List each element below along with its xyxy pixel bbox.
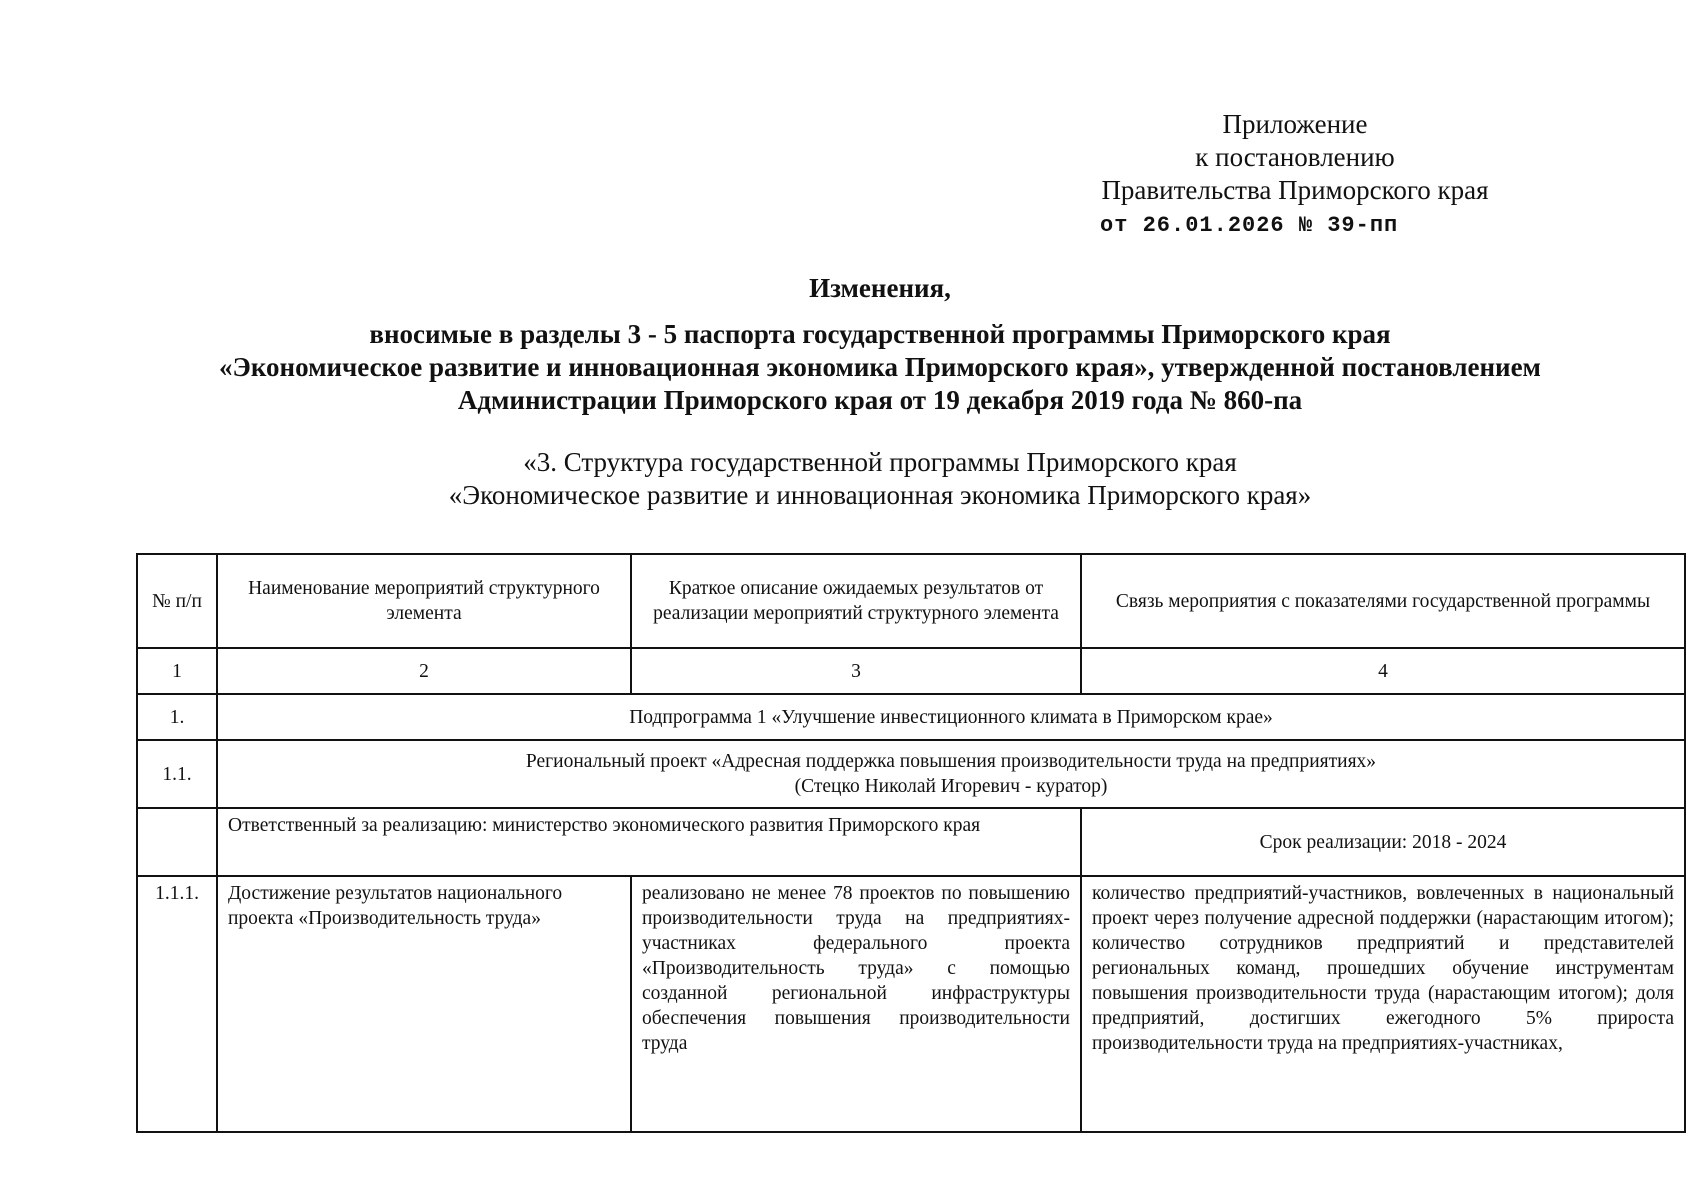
responsible-executor: Ответственный за реализацию: министерство экономического развития Приморского края: [217, 808, 1081, 876]
responsible-row: [137, 808, 1685, 876]
column-number-3: 3: [631, 648, 1081, 694]
decree-number-stamp: от 26.01.2026 № 39-пп: [1100, 213, 1399, 238]
table-row: [137, 876, 1685, 1132]
header-indicators-link: Связь мероприятия с показателями государственной программы: [1081, 554, 1685, 648]
responsible-empty-cell: [137, 808, 217, 876]
section-title: [130, 446, 1630, 512]
project-cell: [217, 740, 1685, 808]
subtitle-line-3: Администрации Приморского края от 19 декабря 2019 года № 860-па: [457, 385, 1303, 415]
subprogram-title: Подпрограмма 1 «Улучшение инвестиционного климата в Приморском крае»: [217, 694, 1685, 740]
subprogram-number: 1.: [137, 694, 217, 740]
header-activity-name: Наименование мероприятий структурного элемента: [217, 554, 631, 648]
column-numbers-row: [137, 648, 1685, 694]
appendix-label: Приложение: [1222, 109, 1368, 139]
appendix-to-decree: к постановлению: [1195, 142, 1395, 172]
section-title-line-2: «Экономическое развитие и инновационная экономика Приморского края»: [448, 480, 1312, 510]
header-expected-results: Краткое описание ожидаемых результатов от реализации мероприятий структурного элемента: [631, 554, 1081, 648]
project-curator: (Стецко Николай Игоревич - куратор): [794, 776, 1108, 797]
item-number: 1.1.1.: [137, 876, 217, 1132]
implementation-term: Срок реализации: 2018 - 2024: [1081, 808, 1685, 876]
item-name: Достижение результатов национального проекта «Производительность труда»: [217, 876, 631, 1132]
project-number: 1.1.: [137, 740, 217, 808]
appendix-block: [1080, 108, 1510, 242]
subtitle-line-1: вносимые в разделы 3 - 5 паспорта государственной программы Приморского края: [369, 319, 1391, 349]
header-number: № п/п: [137, 554, 217, 648]
document-subtitle: [130, 318, 1630, 417]
document-title: Изменения,: [809, 273, 951, 303]
column-number-2: 2: [217, 648, 631, 694]
column-number-1: 1: [137, 648, 217, 694]
project-title: Региональный проект «Адресная поддержка повышения производительности труда на предприятиях»: [525, 751, 1377, 772]
column-number-4: 4: [1081, 648, 1685, 694]
appendix-government: Правительства Приморского края: [1101, 175, 1489, 205]
regional-project-row: [137, 740, 1685, 808]
program-structure-table: [136, 553, 1686, 1133]
item-indicators: количество предприятий-участников, вовлеченных в национальный проект через получение адресной поддержки (нарастающим итогом); количество сотрудников предприятий и представителей региональных команд, прошедших обучение инструментам повышения производительности труда (нарастающим итогом); доля предприятий, достигших ежегодного 5% прироста производительности труда на предприятиях-участниках,: [1081, 876, 1685, 1132]
subprogram-row: [137, 694, 1685, 740]
table-header-row: [137, 554, 1685, 648]
subtitle-line-2: «Экономическое развитие и инновационная экономика Приморского края», утвержденной постановлением: [219, 352, 1541, 382]
item-expected-result: реализовано не менее 78 проектов по повышению производительности труда на предприятиях-участниках федерального проекта «Производительность труда» с помощью созданной региональной инфраструктуры обеспечения повышения производительности труда: [631, 876, 1081, 1132]
section-title-line-1: «3. Структура государственной программы Приморского края: [523, 447, 1237, 477]
